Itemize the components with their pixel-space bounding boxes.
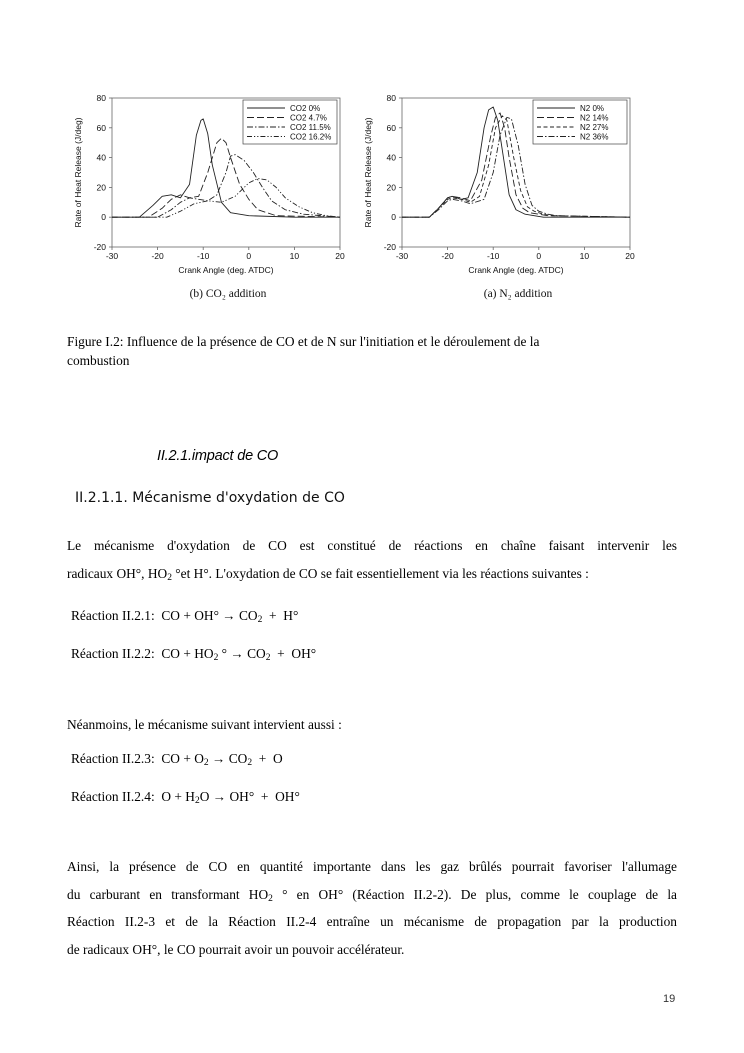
y-axis-label: Rate of Heat Release (J/deg) bbox=[363, 117, 373, 228]
paragraph-intro-line-1: Le mécanisme d'oxydation de CO est constitué de réactions en chaîne faisant intervenir les bbox=[67, 538, 677, 553]
figure-caption-line-2: combustion bbox=[67, 353, 130, 368]
x-tick-label: 20 bbox=[625, 251, 635, 261]
x-tick-label: 0 bbox=[536, 251, 542, 261]
subscript: 2 bbox=[247, 758, 253, 768]
subscript: 2 bbox=[213, 653, 219, 663]
y-tick-label: 20 bbox=[386, 182, 396, 193]
y-tick-label: -20 bbox=[93, 242, 106, 252]
reaction-lhs: O → OH° + OH° bbox=[199, 789, 300, 804]
page-number: 19 bbox=[663, 993, 676, 1005]
paragraph-conclusion-line-3: Réaction II.2-3 et de la Réaction II.2-4 entraîne un mécanisme de propagation par la production bbox=[67, 914, 677, 929]
text-fragment: du carburant en transformant HO bbox=[67, 886, 269, 902]
y-tick-label: 60 bbox=[386, 122, 396, 133]
legend-label: N2 36% bbox=[580, 132, 609, 142]
reaction-label: Réaction II.2.3: bbox=[71, 751, 155, 766]
legend-label: N2 0% bbox=[580, 104, 605, 113]
reaction-lhs: CO + OH° → CO bbox=[161, 608, 258, 623]
x-tick-label: 0 bbox=[246, 251, 252, 261]
y-tick-label: 0 bbox=[391, 212, 396, 223]
figure-caption bbox=[67, 332, 667, 370]
paragraph-intro bbox=[67, 532, 677, 587]
x-axis-label: Crank Angle (deg. ATDC) bbox=[468, 265, 564, 275]
text-fragment: °et H°. L'oxydation de CO se fait essentiellement via les réactions suivantes : bbox=[171, 565, 589, 581]
legend-label: N2 27% bbox=[580, 123, 609, 132]
y-tick-label: 20 bbox=[96, 182, 106, 193]
y-tick-label: 40 bbox=[386, 152, 396, 163]
paragraph-conclusion bbox=[67, 853, 677, 963]
reaction-2-3 bbox=[71, 751, 283, 767]
reaction-2-1 bbox=[71, 608, 298, 624]
reaction-lhs: ° → CO bbox=[218, 646, 266, 661]
reaction-2-4 bbox=[71, 789, 300, 805]
paragraph-transition-line: Néanmoins, le mécanisme suivant intervient aussi : bbox=[67, 717, 342, 732]
x-tick-label: 20 bbox=[335, 251, 345, 261]
subscript: 2 bbox=[268, 893, 273, 904]
paragraph-conclusion-line-1: Ainsi, la présence de CO en quantité importante dans les gaz brûlés pourrait favoriser l'allumage bbox=[67, 859, 677, 874]
chart-n2-svg bbox=[362, 90, 637, 305]
reaction-rhs: + O bbox=[252, 751, 283, 766]
y-tick-label: 80 bbox=[386, 93, 396, 103]
chart-co2-svg bbox=[72, 90, 347, 305]
chart-co2-addition bbox=[72, 90, 347, 305]
reaction-lhs: O + H bbox=[161, 789, 195, 804]
x-tick-label: -20 bbox=[151, 251, 164, 261]
figure-subcaption: (b) CO₂ addition bbox=[189, 288, 267, 300]
reaction-2-2 bbox=[71, 646, 316, 662]
x-tick-label: -30 bbox=[395, 251, 409, 261]
reaction-label: Réaction II.2.4: bbox=[71, 789, 155, 804]
subscript: 2 bbox=[257, 615, 263, 625]
y-axis-label: Rate of Heat Release (J/deg) bbox=[73, 117, 83, 228]
x-tick-label: 10 bbox=[579, 251, 590, 261]
reaction-label: Réaction II.2.2: bbox=[71, 646, 155, 661]
subsection-title: II.2.1.1. Mécanisme d'oxydation de CO bbox=[75, 490, 345, 506]
text-fragment: ° en OH° (Réaction II.2-2). De plus, comme le couplage de la bbox=[272, 886, 677, 902]
reaction-rhs: + OH° bbox=[270, 646, 317, 661]
x-tick-label: -30 bbox=[105, 251, 119, 261]
paragraph-transition bbox=[67, 711, 677, 739]
subscript: 2 bbox=[265, 653, 271, 663]
legend-label: CO2 4.7% bbox=[290, 113, 327, 123]
x-axis-label: Crank Angle (deg. ATDC) bbox=[178, 265, 274, 275]
x-tick-label: -10 bbox=[197, 251, 210, 261]
figure-caption-line-1: Figure I.2: Influence de la présence de CO et de N sur l'initiation et le déroulement de la bbox=[67, 334, 540, 349]
legend-label: CO2 11.5% bbox=[290, 123, 331, 132]
legend-label: N2 14% bbox=[580, 113, 609, 123]
text-fragment: radicaux OH°, HO bbox=[67, 565, 168, 581]
figure-subcaption: (a) N₂ addition bbox=[483, 288, 553, 300]
reaction-lhs: → CO bbox=[208, 751, 248, 766]
y-tick-label: 40 bbox=[96, 152, 106, 163]
y-tick-label: 0 bbox=[101, 212, 106, 223]
reaction-lhs: CO + HO bbox=[161, 646, 214, 661]
section-title: II.2.1.impact de CO bbox=[157, 448, 279, 464]
y-tick-label: 80 bbox=[96, 93, 106, 103]
paragraph-intro-line-2 bbox=[67, 560, 677, 588]
x-tick-label: -20 bbox=[441, 251, 454, 261]
x-tick-label: -10 bbox=[487, 251, 500, 261]
reaction-lhs: CO + O bbox=[161, 751, 204, 766]
x-tick-label: 10 bbox=[289, 251, 300, 261]
y-tick-label: -20 bbox=[383, 242, 396, 252]
legend-label: CO2 16.2% bbox=[290, 132, 332, 142]
paragraph-conclusion-line-2 bbox=[67, 881, 677, 909]
reaction-label: Réaction II.2.1: bbox=[71, 608, 155, 623]
legend-label: CO2 0% bbox=[290, 104, 321, 113]
chart-n2-addition bbox=[362, 90, 637, 305]
series-line-2 bbox=[112, 138, 340, 217]
paragraph-conclusion-line-4: de radicaux OH°, le CO pourrait avoir un pouvoir accélérateur. bbox=[67, 941, 405, 957]
reaction-rhs: + H° bbox=[262, 608, 299, 623]
subscript: 2 bbox=[194, 796, 200, 806]
subscript: 2 bbox=[203, 758, 209, 768]
y-tick-label: 60 bbox=[96, 122, 106, 133]
subscript: 2 bbox=[167, 572, 172, 583]
